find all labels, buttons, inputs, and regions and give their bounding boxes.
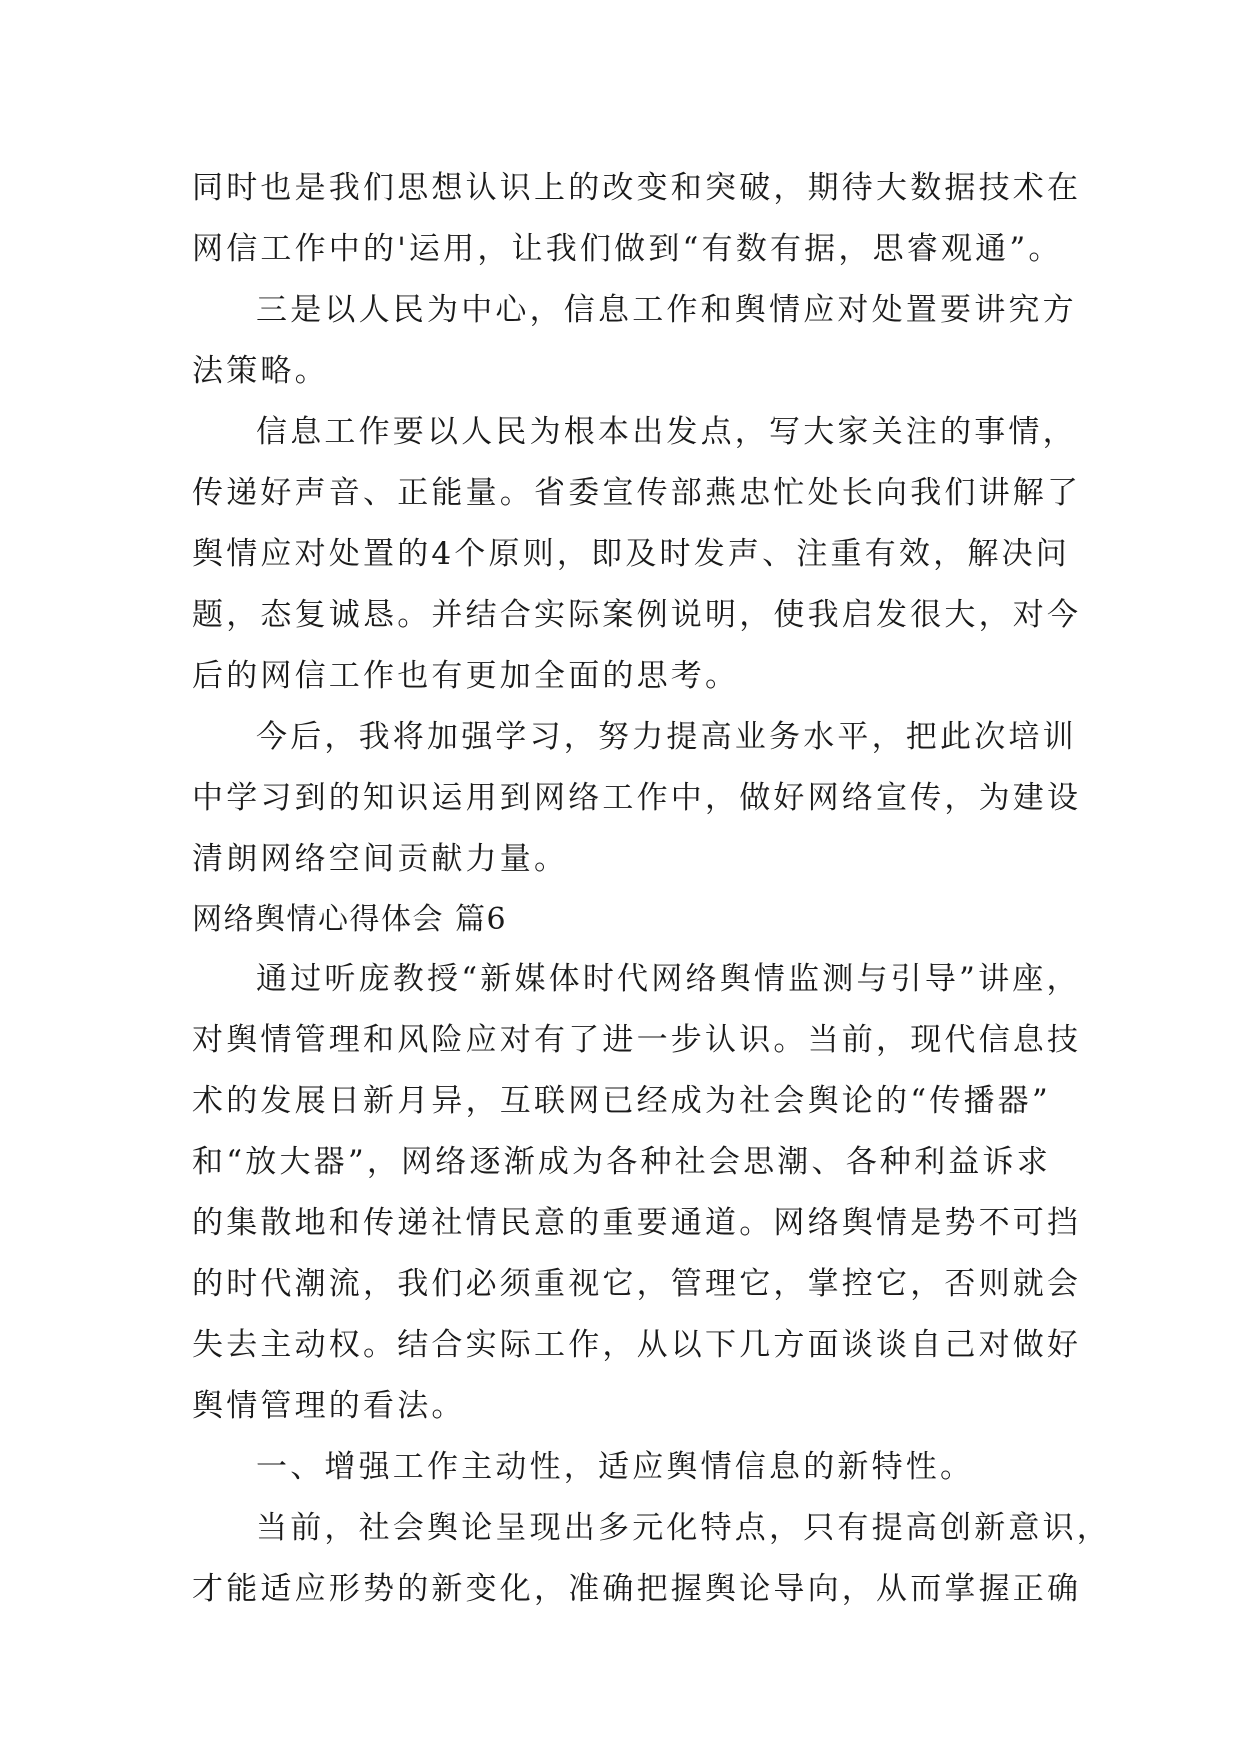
text-line: 网信工作中的'运用，让我们做到“有数有据，思睿观通”。 [192, 231, 1063, 267]
paragraph [192, 1498, 1111, 1620]
text-line: 一、增强工作主动性，适应舆情信息的新特性。 [256, 1449, 975, 1485]
text-line: 清朗网络空间贡献力量。 [192, 841, 569, 877]
text-line: 今后，我将加强学习，努力提高业务水平，把此次培训 [256, 719, 1077, 755]
text-line: 失去主动权。结合实际工作，从以下几方面谈谈自己对做好 [192, 1327, 1082, 1363]
text-line: 法策略。 [192, 353, 329, 389]
text-line: 的时代潮流，我们必须重视它，管理它，掌控它，否则就会 [192, 1266, 1082, 1302]
text-line: 三是以人民为中心，信息工作和舆情应对处置要讲究方 [256, 292, 1077, 328]
text-line: 才能适应形势的新变化，准确把握舆论导向，从而掌握正确 [192, 1571, 1082, 1607]
paragraph [192, 402, 1082, 707]
text-line: 同时也是我们思想认识上的改变和突破，期待大数据技术在 [192, 170, 1082, 206]
text-line: 中学习到的知识运用到网络工作中，做好网络宣传，为建设 [192, 780, 1082, 816]
text-line: 舆情应对处置的4个原则，即及时发声、注重有效，解决问 [192, 536, 1070, 572]
paragraph [192, 949, 1082, 1437]
section-heading [192, 890, 1058, 949]
paragraph [192, 707, 1082, 890]
paragraph [192, 1437, 1058, 1498]
text-line: 当前，社会舆论呈现出多元化特点，只有提高创新意识， [256, 1510, 1111, 1546]
text-line: 传递好声音、正能量。省委宣传部燕忠忙处长向我们讲解了 [192, 475, 1082, 511]
document-page [192, 158, 1111, 1620]
heading-text: 网络舆情心得体会 篇6 [192, 902, 508, 937]
text-line: 的集散地和传递社情民意的重要通道。网络舆情是势不可挡 [192, 1205, 1082, 1241]
text-line: 和“放大器”，网络逐渐成为各种社会思潮、各种利益诉求 [192, 1144, 1051, 1180]
text-line: 对舆情管理和风险应对有了进一步认识。当前，现代信息技 [192, 1022, 1082, 1058]
text-line: 信息工作要以人民为根本出发点，写大家关注的事情， [256, 414, 1077, 450]
paragraph [192, 158, 1082, 280]
text-line: 通过听庞教授“新媒体时代网络舆情监测与引导”讲座， [256, 961, 1081, 997]
paragraph [192, 280, 1077, 402]
text-line: 后的网信工作也有更加全面的思考。 [192, 658, 740, 694]
text-line: 术的发展日新月异，互联网已经成为社会舆论的“传播器” [192, 1083, 1051, 1119]
text-line: 题，态复诚恳。并结合实际案例说明，使我启发很大，对今 [192, 597, 1082, 633]
text-line: 舆情管理的看法。 [192, 1388, 466, 1424]
